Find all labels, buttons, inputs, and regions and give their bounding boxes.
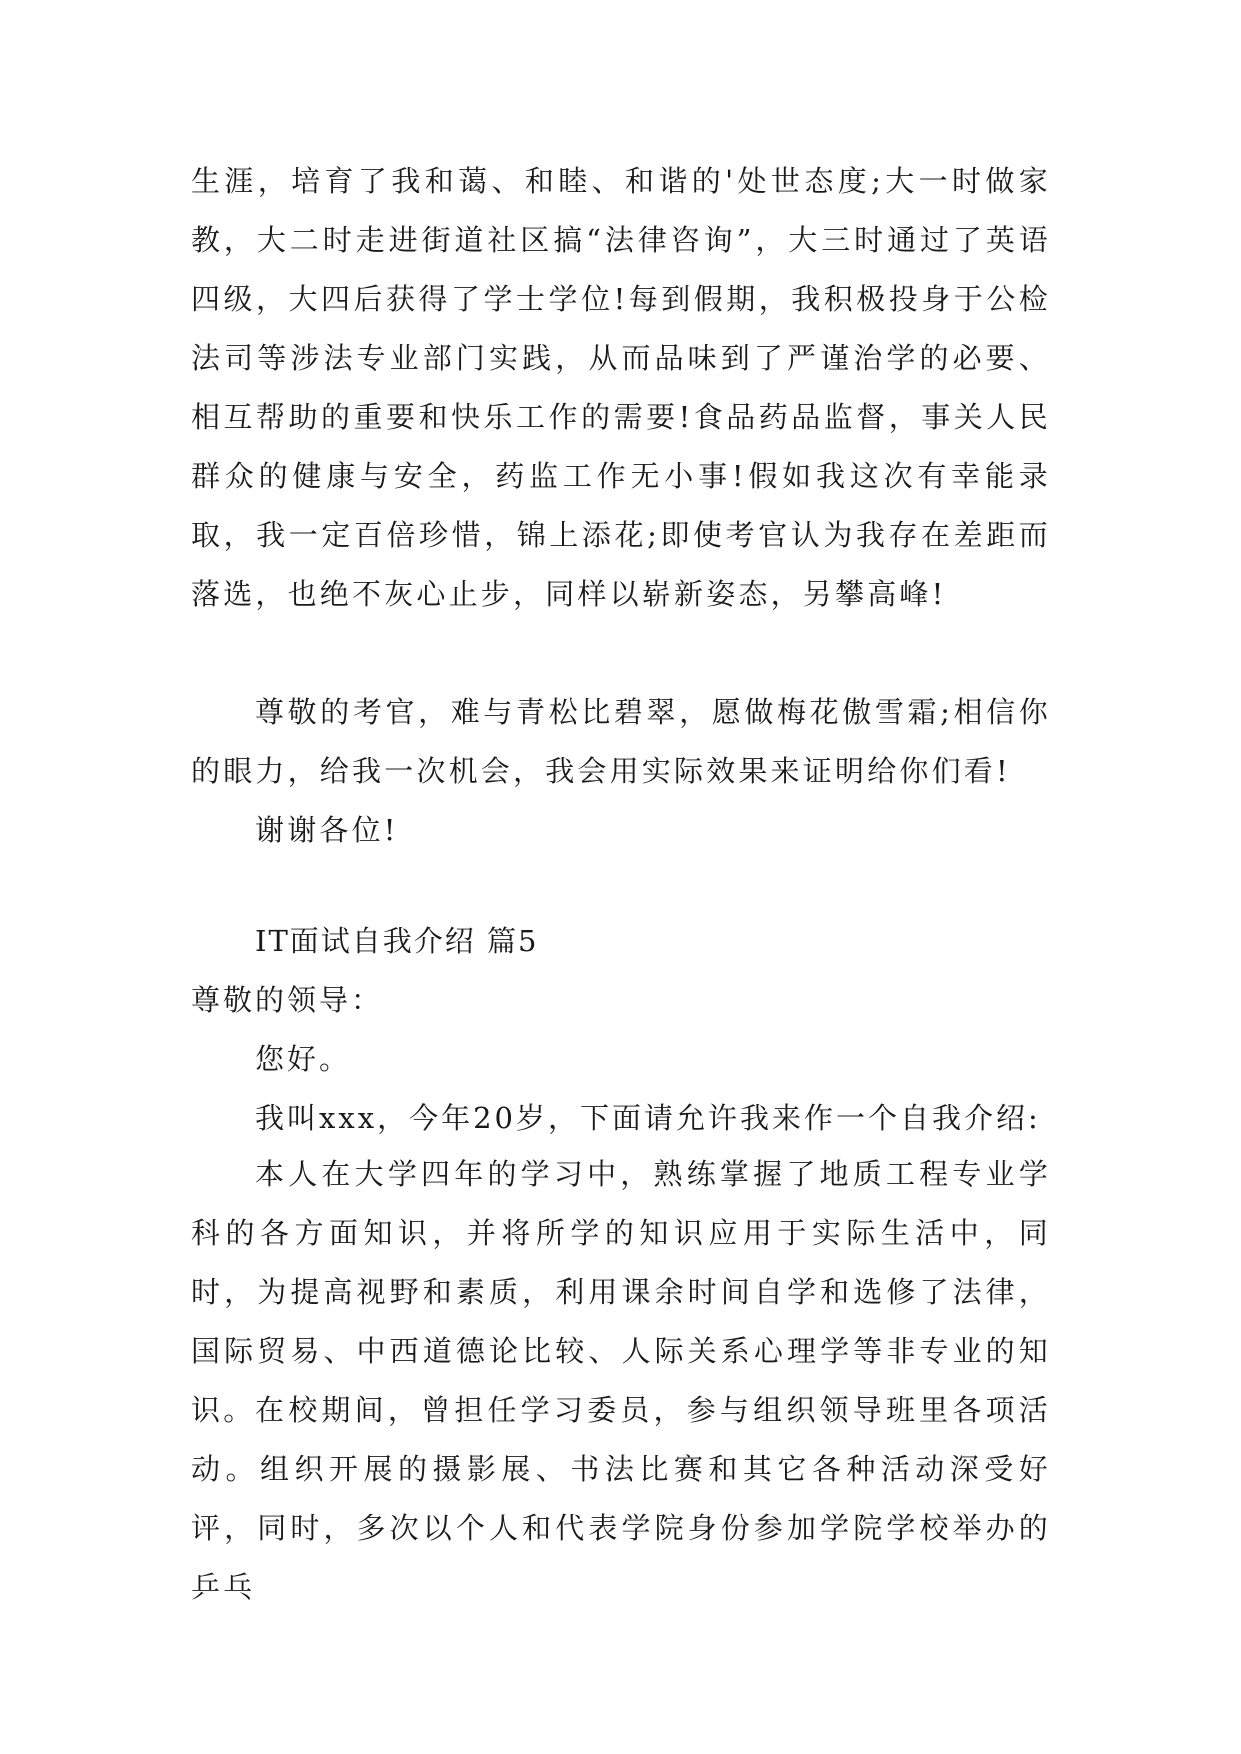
- paragraph-school: [191, 1381, 1051, 1617]
- paragraph-school-text: 在校期间，曾担任学习委员，参与组织领导班里各项活动。组织开展的摄影展、书法比赛和其它各种活动深受好评，同时，多次以个人和代表学院身份参加学院学校举办的乒乓: [191, 1393, 1051, 1604]
- paragraph-examiner: [191, 683, 1051, 801]
- section-title: IT面试自我介绍 篇5: [255, 924, 539, 958]
- paragraph-career-text: 生涯，培育了我和蔼、和睦、和谐的'处世态度;大一时做家教，大二时走进街道社区搞“法律咨询”，大三时通过了英语四级，大四后获得了学士学位!每到假期，我积极投身于公检法司等涉法专业部门实践，从而品味到了严谨治学的必要、相互帮助的重要和快乐工作的需要!食品药品监督，事关人民群众的健康与安全，药监工作无小事!假如我这次有幸能录取，我一定百倍珍惜，锦上添花;即使考官认为我存在差距而落选，也绝不灰心止步，同样以崭新姿态，另攀高峰!: [191, 164, 1051, 611]
- paragraph-study-text: 本人在大学四年的学习中，熟练掌握了地质工程专业学科的各方面知识，并将所学的知识应用于实际生活中，同时，为提高视野和素质，利用课余时间自学和选修了法律，国际贸易、中西道德论比较、人际关系心理学等非专业的知识。: [191, 1157, 1051, 1427]
- paragraph-career: [191, 152, 1051, 624]
- paragraph-thanks: [191, 801, 1051, 860]
- paragraph-examiner-text: 尊敬的考官，难与青松比碧翠，愿做梅花傲雪霜;相信你的眼力，给我一次机会，我会用实际效果来证明给你们看!: [191, 695, 1051, 788]
- self-intro-line: 我叫xxx，今年20岁，下面请允许我来作一个自我介绍:: [255, 1101, 1041, 1135]
- salutation: 尊敬的领导：: [191, 983, 384, 1017]
- paragraph-thanks-text: 谢谢各位!: [255, 813, 399, 847]
- greeting: 您好。: [255, 1042, 352, 1076]
